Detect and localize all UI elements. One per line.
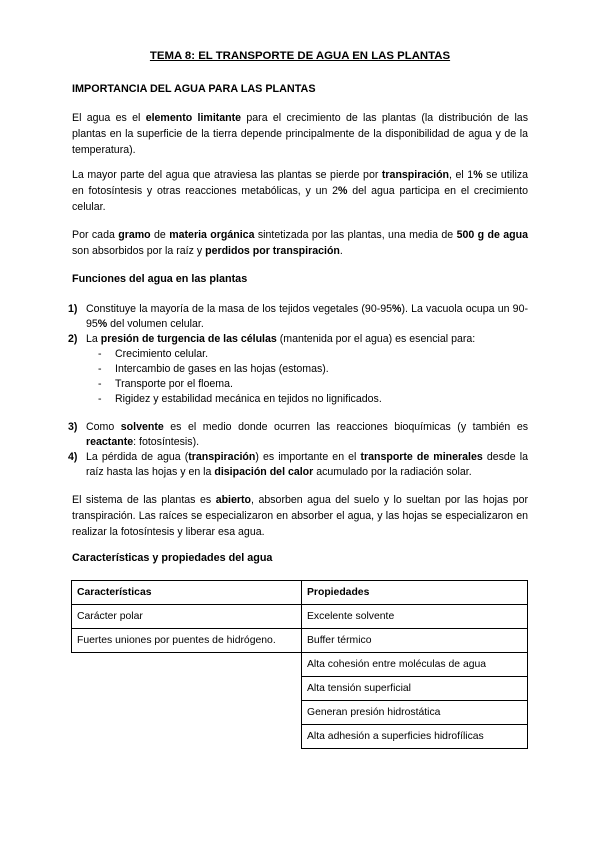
table-row bbox=[72, 701, 528, 725]
table-row bbox=[72, 653, 528, 677]
table-cell: Buffer térmico bbox=[302, 629, 528, 653]
paragraph-limitante: El agua es el elemento limitante para el crecimiento de las plantas (la distribución de las plantas en la superficie de la tierra depende principalmente de la disponibilidad de agua y de la temperatura). bbox=[72, 112, 529, 156]
table-header-cell: Características bbox=[72, 581, 302, 605]
table-cell-empty bbox=[72, 653, 302, 677]
properties-table bbox=[71, 580, 528, 749]
table-row bbox=[72, 605, 528, 629]
table-cell: Excelente solvente bbox=[302, 605, 528, 629]
table-cell: Fuertes uniones por puentes de hidrógeno. bbox=[72, 629, 302, 653]
table-header-cell: Propiedades bbox=[302, 581, 528, 605]
table-cell-empty bbox=[72, 701, 302, 725]
table-cell: Alta adhesión a superficies hidrofílicas bbox=[302, 725, 528, 749]
subitem: - Transporte por el floema. bbox=[98, 378, 233, 390]
function-item-2: 2) La presión de turgencia de las células (mantenida por el agua) es esencial para: bbox=[68, 333, 476, 345]
table-cell: Alta cohesión entre moléculas de agua bbox=[302, 653, 528, 677]
page-title: TEMA 8: EL TRANSPORTE DE AGUA EN LAS PLANTAS bbox=[149, 50, 451, 62]
functions-heading: Funciones del agua en las plantas bbox=[72, 273, 248, 285]
table-row bbox=[72, 725, 528, 749]
paragraph-transpiracion: La mayor parte del agua que atraviesa las plantas se pierde por transpiración, el 1% se utiliza en fotosíntesis y otras reacciones metabólicas, y un 2% del agua participa en el crecimiento celular. bbox=[72, 169, 528, 213]
function-item-1: 1) Constituye la mayoría de la masa de los tejidos vegetales (90-95%). La vacuola ocupa un 90-95% del volumen celular. bbox=[68, 303, 528, 330]
table-cell-empty bbox=[72, 725, 302, 749]
function-item-3: 3) Como solvente es el medio donde ocurren las reacciones bioquímicas (y también es reactante: fotosíntesis). bbox=[68, 421, 529, 448]
table-cell-empty bbox=[72, 677, 302, 701]
table-heading: Características y propiedades del agua bbox=[72, 552, 273, 564]
section-heading-importancia: IMPORTANCIA DEL AGUA PARA LAS PLANTAS bbox=[72, 83, 316, 95]
table-cell: Alta tensión superficial bbox=[302, 677, 528, 701]
paragraph-materia-organica: Por cada gramo de materia orgánica sintetizada por las plantas, una media de 500 g de agua son absorbidos por la raíz y perdidos por transpiración. bbox=[72, 229, 528, 257]
subitem: - Rigidez y estabilidad mecánica en tejidos no lignificados. bbox=[98, 393, 382, 405]
function-item-4: 4) La pérdida de agua (transpiración) es importante en el transporte de minerales desde la raíz hasta las hojas y en la disipación del calor acumulado por la radiación solar. bbox=[68, 451, 529, 478]
table-header-row bbox=[72, 581, 528, 605]
subitem: - Intercambio de gases en las hojas (estomas). bbox=[98, 363, 329, 375]
paragraph-sistema-abierto: El sistema de las plantas es abierto, absorben agua del suelo y lo sueltan por las hojas por transpiración. Las raíces se especializaron en absorber el agua, y las hojas se especializaron en realizar la fotosíntesis y liberar esa agua. bbox=[72, 494, 529, 538]
table-row bbox=[72, 677, 528, 701]
subitem: - Crecimiento celular. bbox=[98, 348, 209, 360]
table-cell: Carácter polar bbox=[72, 605, 302, 629]
table-cell: Generan presión hidrostática bbox=[302, 701, 528, 725]
table-row bbox=[72, 629, 528, 653]
